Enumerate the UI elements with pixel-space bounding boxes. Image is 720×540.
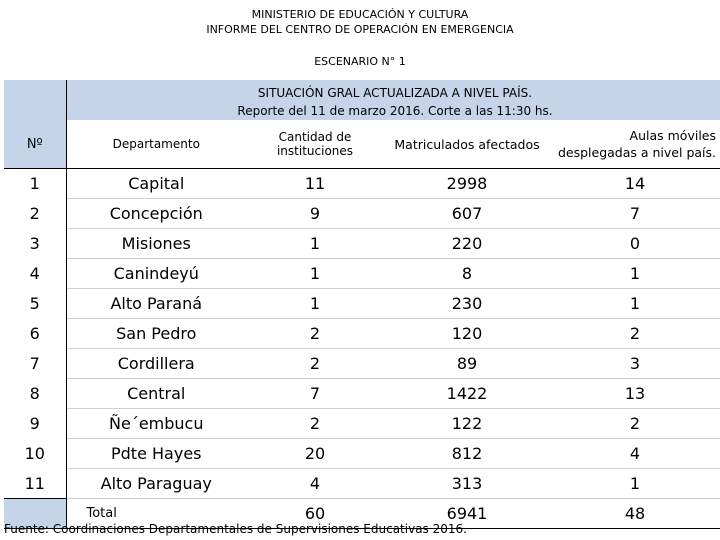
col-header-institutions	[246, 120, 384, 169]
total-label: Total	[66, 499, 246, 529]
row-institutions: 1	[246, 229, 384, 259]
row-department: Misiones	[66, 229, 246, 259]
row-department: Ñe´embucu	[66, 409, 246, 439]
row-students: 1422	[384, 379, 550, 409]
row-department: Central	[66, 379, 246, 409]
row-students: 120	[384, 319, 550, 349]
row-num: 1	[4, 169, 66, 199]
row-institutions: 2	[246, 349, 384, 379]
row-classrooms: 1	[550, 469, 720, 499]
row-department: San Pedro	[66, 319, 246, 349]
row-classrooms: 1	[550, 259, 720, 289]
row-students: 8	[384, 259, 550, 289]
total-institutions: 60	[246, 499, 384, 529]
total-students: 6941	[384, 499, 550, 529]
col-header-classrooms	[550, 120, 720, 169]
table-row	[4, 289, 720, 319]
table-row	[4, 199, 720, 229]
row-num: 3	[4, 229, 66, 259]
row-department: Cordillera	[66, 349, 246, 379]
row-students: 313	[384, 469, 550, 499]
table-row	[4, 169, 720, 199]
total-classrooms: 48	[550, 499, 720, 529]
row-department: Canindeyú	[66, 259, 246, 289]
row-institutions: 1	[246, 289, 384, 319]
row-students: 122	[384, 409, 550, 439]
row-num: 8	[4, 379, 66, 409]
row-classrooms: 13	[550, 379, 720, 409]
row-num: 4	[4, 259, 66, 289]
row-classrooms: 3	[550, 349, 720, 379]
table-row	[4, 439, 720, 469]
row-institutions: 2	[246, 409, 384, 439]
table-row	[4, 229, 720, 259]
row-num: 7	[4, 349, 66, 379]
situation-date: Reporte del 11 de marzo 2016. Corte a las 11:30 hs.	[237, 104, 553, 118]
scenario-label: ESCENARIO N° 1	[314, 55, 406, 68]
row-institutions: 4	[246, 469, 384, 499]
col-header-institutions-line1: Cantidad de	[278, 130, 352, 144]
col-header-num: Nº	[4, 120, 66, 169]
row-department: Concepción	[66, 199, 246, 229]
situation-title: SITUACIÓN GRAL ACTUALIZADA A NIVEL PAÍS.	[257, 86, 533, 100]
col-header-department: Departamento	[66, 120, 246, 169]
row-classrooms: 2	[550, 319, 720, 349]
row-classrooms: 7	[550, 199, 720, 229]
row-classrooms: 0	[550, 229, 720, 259]
row-department: Pdte Hayes	[66, 439, 246, 469]
row-institutions: 11	[246, 169, 384, 199]
table-row	[4, 259, 720, 289]
row-students: 607	[384, 199, 550, 229]
report-title: INFORME DEL CENTRO DE OPERACIÓN EN EMERGENCIA	[206, 23, 514, 36]
table-row	[4, 319, 720, 349]
row-classrooms: 14	[550, 169, 720, 199]
row-institutions: 9	[246, 199, 384, 229]
row-num: 6	[4, 319, 66, 349]
table-row	[4, 469, 720, 499]
col-header-classrooms-line2: desplegadas a nivel país.	[557, 145, 716, 160]
row-num: 2	[4, 199, 66, 229]
row-num: 9	[4, 409, 66, 439]
row-students: 230	[384, 289, 550, 319]
col-header-students: Matriculados afectados	[384, 120, 550, 169]
row-institutions: 2	[246, 319, 384, 349]
row-institutions: 1	[246, 259, 384, 289]
row-num: 5	[4, 289, 66, 319]
col-header-classrooms-line1: Aulas móviles	[629, 128, 716, 143]
column-header-row	[4, 120, 720, 169]
row-department: Alto Paraguay	[66, 469, 246, 499]
row-students: 812	[384, 439, 550, 469]
emergency-table	[4, 80, 720, 529]
row-num: 11	[4, 469, 66, 499]
row-institutions: 20	[246, 439, 384, 469]
table-row	[4, 349, 720, 379]
row-classrooms: 1	[550, 289, 720, 319]
row-institutions: 7	[246, 379, 384, 409]
row-num: 10	[4, 439, 66, 469]
ministry-title: MINISTERIO DE EDUCACIÓN Y CULTURA	[251, 8, 469, 21]
row-students: 89	[384, 349, 550, 379]
row-department: Capital	[66, 169, 246, 199]
table-row	[4, 409, 720, 439]
source-footnote: Fuente: Coordinaciones Departamentales de Supervisiones Educativas 2016.	[4, 522, 467, 536]
row-department: Alto Paraná	[66, 289, 246, 319]
table-row	[4, 379, 720, 409]
row-classrooms: 4	[550, 439, 720, 469]
row-classrooms: 2	[550, 409, 720, 439]
col-header-institutions-line2: instituciones	[276, 144, 354, 158]
row-students: 220	[384, 229, 550, 259]
row-students: 2998	[384, 169, 550, 199]
